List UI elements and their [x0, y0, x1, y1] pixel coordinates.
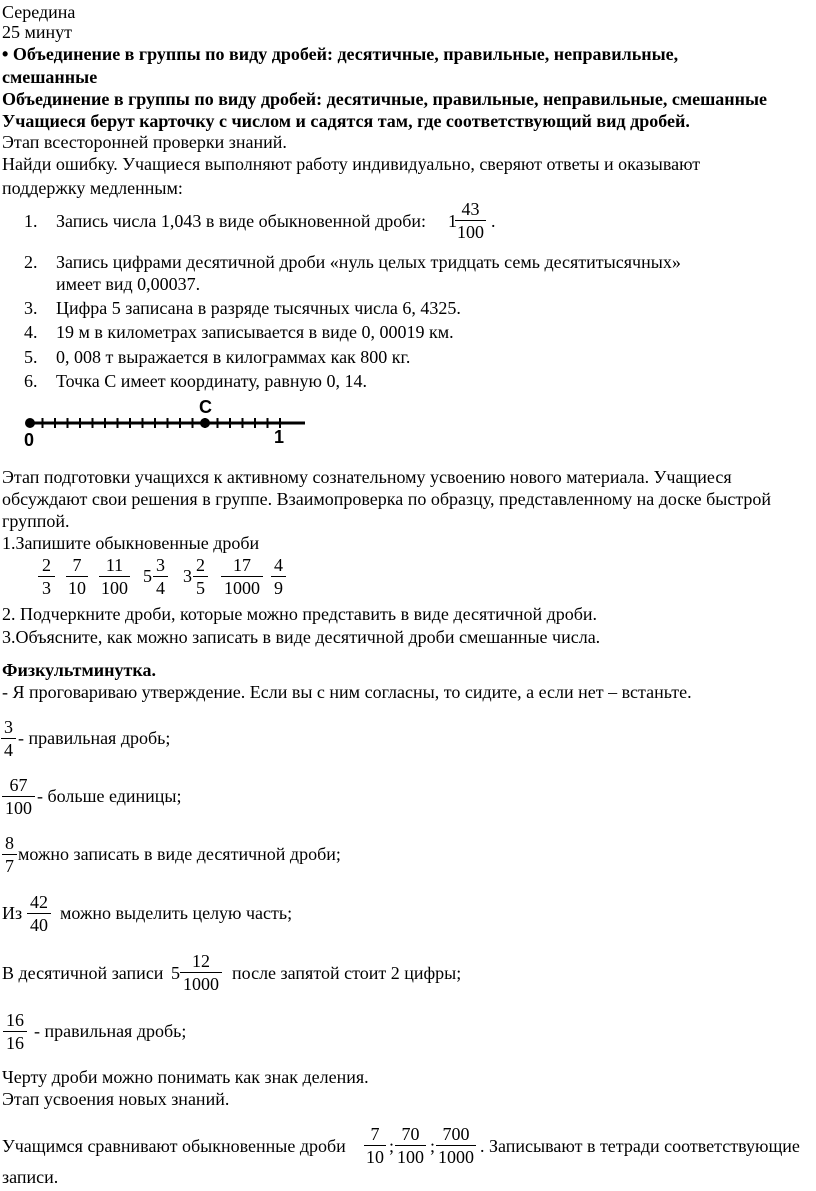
list-item-text: Запись числа 1,043 в виде обыкновенной дроби: — [56, 211, 427, 231]
list-item-continuation: имеет вид 0,00037. — [56, 274, 201, 294]
list-item-number: 5. — [24, 347, 38, 367]
list-item — [24, 370, 367, 393]
fraction-numerator: 67 — [9, 775, 28, 795]
fraction-denominator: 1000 — [438, 1147, 474, 1167]
point-c — [200, 418, 210, 428]
fraction-denominator: 9 — [271, 576, 286, 599]
fraction — [436, 1123, 476, 1168]
fraction — [2, 774, 35, 819]
fraction-denominator: 100 — [2, 796, 35, 819]
compare-after: . Записывают в тетради соответствующие — [480, 1136, 800, 1156]
fraction-denominator: 10 — [366, 1147, 384, 1167]
mixed-whole: 1 — [448, 211, 457, 231]
fraction-denominator: 3 — [38, 576, 55, 599]
fraction-numerator: 2 — [42, 555, 51, 575]
list-item — [24, 251, 681, 274]
fraction-denominator: 4 — [153, 576, 168, 599]
end-label: 1 — [274, 427, 285, 447]
fraction-numerator: 17 — [233, 555, 251, 575]
list-item-number: 3. — [24, 298, 38, 318]
fraction-numerator: 12 — [192, 951, 210, 971]
mixed-whole: 5 — [143, 566, 152, 586]
fraction-denominator: 5 — [193, 576, 208, 599]
division-note: Черту дроби можно понимать как знак деления. — [2, 1067, 369, 1087]
fraction-denominator: 7 — [2, 854, 17, 877]
fraction — [2, 832, 17, 877]
fraction — [395, 1123, 426, 1168]
stage-label: Середина — [2, 2, 76, 22]
fraction-numerator: 3 — [156, 555, 165, 575]
fraction-denominator: 1000 — [180, 972, 222, 995]
start-label: 0 — [24, 430, 35, 450]
new-stage: Этап усвоения новых знаний. — [2, 1089, 230, 1109]
fraction-denominator: 40 — [27, 913, 51, 936]
statement-text: - больше единицы; — [37, 786, 182, 806]
fraction — [364, 1123, 386, 1168]
fraction-numerator: 16 — [6, 1010, 24, 1030]
task2: 2. Подчеркните дроби, которые можно представить в виде десятичной дроби. — [2, 604, 598, 624]
fraction — [271, 554, 286, 599]
fraction-numerator: 3 — [4, 717, 13, 737]
list-item-text: Цифра 5 записана в разряде тысячных числа 6, 4325. — [56, 298, 461, 318]
mixed-whole: 3 — [183, 566, 192, 586]
fraction-numerator: 700 — [442, 1124, 470, 1144]
number-line — [18, 395, 318, 450]
point-c-label: C — [199, 397, 212, 417]
list-item-number: 1. — [24, 211, 38, 231]
fraction — [66, 554, 88, 599]
bullet-title-line2: смешанные — [2, 67, 98, 87]
fraction — [3, 1009, 27, 1054]
task1: 1.Запишите обыкновенные дроби — [2, 533, 260, 553]
fraction-numerator: 7 — [72, 555, 82, 575]
fraction — [27, 891, 51, 936]
prep-stage-line3: группой. — [2, 511, 70, 531]
list-item — [24, 297, 461, 320]
fraction — [99, 554, 130, 599]
start-point — [25, 418, 35, 428]
fraction-numerator: 70 — [401, 1124, 420, 1144]
fraction — [180, 950, 222, 995]
fraction-numerator: 2 — [196, 555, 205, 575]
fraction-numerator: 11 — [105, 555, 124, 575]
fraction — [455, 198, 486, 243]
fraction-denominator: 4 — [1, 738, 16, 761]
prep-stage-line1: Этап подготовки учащихся к активному сознательному усвоению нового материала. Учащиеся — [2, 467, 732, 487]
bullet-title-line1 — [2, 43, 678, 66]
compare-line2: записи. — [2, 1167, 59, 1187]
bullet-icon: • — [2, 44, 9, 64]
find-error-line2: поддержку медленным: — [2, 178, 183, 198]
separator: ; — [389, 1136, 395, 1156]
fraction-numerator: 7 — [370, 1124, 380, 1144]
fraction — [38, 554, 55, 599]
fraction-denominator: 1000 — [221, 576, 263, 599]
list-item-text: 19 м в километрах записывается в виде 0, 00019 км. — [56, 322, 454, 342]
prep-stage-line2: обсуждают свои решения в группе. Взаимопроверка по образцу, представленному на доске быстрой — [2, 489, 772, 509]
fraction — [153, 554, 168, 599]
fraction-numerator: 43 — [461, 199, 480, 219]
fraction-denominator: 10 — [68, 578, 86, 598]
mixed-whole: 5 — [171, 963, 180, 983]
list-item-text: Запись цифрами десятичной дроби «нуль целых тридцать семь десятитысячных» — [56, 252, 681, 272]
list-item-text: 0, 008 т выражается в килограммах как 800 кг. — [56, 347, 411, 367]
fraction — [1, 716, 16, 761]
fraction — [221, 554, 263, 599]
group-title: Объединение в группы по виду дробей: десятичные, правильные, неправильные, смешанные — [2, 89, 768, 109]
phys-intro: - Я проговариваю утверждение. Если вы с ним согласны, то сидите, а если нет – встаньте. — [2, 682, 692, 702]
list-item-text: Точка С имеет координату, равную 0, 14. — [56, 371, 368, 391]
find-error-line1: Найди ошибку. Учащиеся выполняют работу индивидуально, сверяют ответы и оказывают — [2, 154, 701, 174]
list-item — [24, 346, 410, 369]
stage-check: Этап всесторонней проверки знаний. — [2, 132, 287, 152]
statement-prefix: В десятичной записи — [2, 963, 164, 983]
fraction-denominator: 16 — [3, 1031, 27, 1054]
list-item — [24, 210, 426, 233]
list-item-tail: . — [491, 211, 496, 231]
fraction-denominator: 100 — [457, 222, 484, 242]
statement-text: - правильная дробь; — [18, 728, 171, 748]
fraction-denominator: 100 — [397, 1147, 424, 1167]
statement-prefix: Из — [2, 903, 23, 923]
fraction-numerator: 42 — [30, 892, 48, 912]
statement-text: можно выделить целую часть; — [60, 903, 293, 923]
fraction-numerator: 4 — [274, 555, 283, 575]
fraction-denominator: 100 — [101, 578, 128, 598]
statement-text: - правильная дробь; — [34, 1021, 187, 1041]
separator: ; — [430, 1136, 436, 1156]
statement-text: можно записать в виде десятичной дроби; — [18, 844, 341, 864]
list-item — [24, 321, 454, 344]
task3: 3.Объясните, как можно записать в виде десятичной дроби смешанные числа. — [2, 627, 601, 647]
duration-label: 25 минут — [2, 22, 73, 42]
list-item-number: 4. — [24, 322, 38, 342]
list-item-number: 2. — [24, 252, 38, 272]
fraction-numerator: 8 — [5, 833, 14, 853]
compare-before: Учащимся сравнивают обыкновенные дроби — [2, 1136, 346, 1156]
statement-text: после запятой стоит 2 цифры; — [232, 963, 462, 983]
fraction — [193, 554, 208, 599]
bullet-title-text: Объединение в группы по виду дробей: десятичные, правильные, неправильные, — [12, 44, 679, 64]
phys-title: Физкультминутка. — [2, 660, 156, 680]
group-instruction: Учащиеся берут карточку с числом и садятся там, где соответствующий вид дробей. — [2, 111, 690, 131]
list-item-number: 6. — [24, 371, 38, 391]
